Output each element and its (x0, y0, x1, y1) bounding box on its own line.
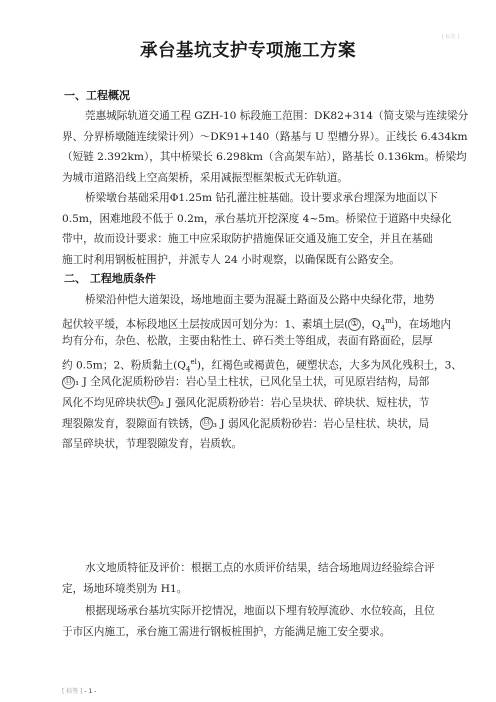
section-heading-geology: 二、 工程地质条件 (64, 272, 156, 285)
document-title: 承台基坑支护专项施工方案 (140, 41, 356, 61)
text-line: 起伏较平缓，本标段地区土层按成因可划分为：1、素填土层( ① ，$Q_4^{ml}$)，在场地内 (62, 316, 452, 333)
circled-number: ① (348, 318, 361, 331)
section-heading-overview: 一、工程概况 (64, 89, 130, 102)
page-footer (62, 686, 96, 695)
conclusion-paragraph (62, 601, 434, 642)
hydrology-paragraph (62, 558, 434, 599)
page-number: - 1 - (84, 688, 97, 695)
text-line: 为城市道路沿线上空高架桥，采用减振型框架板式无砟轨道。 (62, 171, 349, 184)
header-watermark: [ 标签 ] (442, 34, 460, 40)
text-line: 于市区内施工，承台施工需进行钢板桩围护，方能满足施工安全要求。 (62, 625, 391, 638)
text-line: 理裂隙发育，裂隙面有铁锈， ⑬ ₃ J 弱风化泥质粉砂岩：岩心呈柱状、块状，局 (62, 417, 430, 430)
footer-mark: [ 标签 ] (62, 688, 83, 695)
text-line: 桥梁墩台基础采用Φ1.25m 钻孔灌注桩基础。设计要求承台埋深为地面以下 (85, 192, 438, 204)
text-line: ⑬ ₁ J 全风化泥质粉砂岩：岩心呈土柱状，已风化呈土状，可见原岩结构，局部 (63, 376, 430, 389)
overview-paragraph-2 (62, 188, 452, 270)
circled-number: ⑬ (201, 418, 211, 429)
text-line: 约 0.5m；2、粉质黏土$(Q_4^{el})$，红褐色或褐黄色，硬塑状态，大多为风化残积土，3、 (62, 357, 462, 374)
text-line: 均有分布，杂色、松散，主要由粘性土、碎石类土等组成，表面有路面砼，层厚 (62, 335, 433, 348)
circled-number: ⑬ (148, 397, 158, 408)
text-line: （短链 2.392km），其中桥梁长 6.298km（含高架车站），路基长 0.136km。桥梁均 (62, 151, 467, 164)
text-line: 0.5m，困难地段不低于 0.2m，承台基坑开挖深度 4~5m。桥梁位于道路中央绿化 (62, 212, 452, 225)
text-line: 部呈碎块状，节理裂隙发育，岩质软。 (62, 438, 243, 451)
text-line: 根据现场承台基坑实际开挖情况，地面以下埋有较厚流砂、水位较高，且位 (85, 605, 435, 617)
text-line: 带中，故而设计要求：施工中应采取防护措施保证交通及施工安全，并且在基础 (62, 233, 433, 246)
overview-paragraph-1 (62, 106, 469, 188)
text-line: 莞惠城际轨道交通工程 GZH-10 标段施工范围：DK82+314（简支梁与连续梁分 (85, 110, 469, 122)
circled-number: ⑬ (63, 376, 73, 387)
text-line: 定，场地环境类别为 H1。 (62, 582, 188, 595)
geology-paragraph (62, 290, 462, 455)
text-line: 水文地质特征及评价：根据工点的水质评价结果，结合场地周边经验综合评 (85, 562, 435, 574)
text-line: 施工时利用钢板桩围护，并派专人 24 小时观察，以确保既有公路安全。 (62, 253, 401, 266)
text-line: 桥梁沿仲恺大道架设，场地地面主要为混凝土路面及公路中央绿化带，地势 (85, 294, 435, 306)
text-line: 界、分界桥墩随连续梁计列）～DK91+140（路基与 U 型槽分界）。正线长 6.434km (62, 130, 468, 143)
text-line: 风化不均见碎块状 ⑬ ₂ J 强风化泥质粉砂岩：岩心呈块状、碎块状、短柱状，节 (62, 396, 430, 409)
